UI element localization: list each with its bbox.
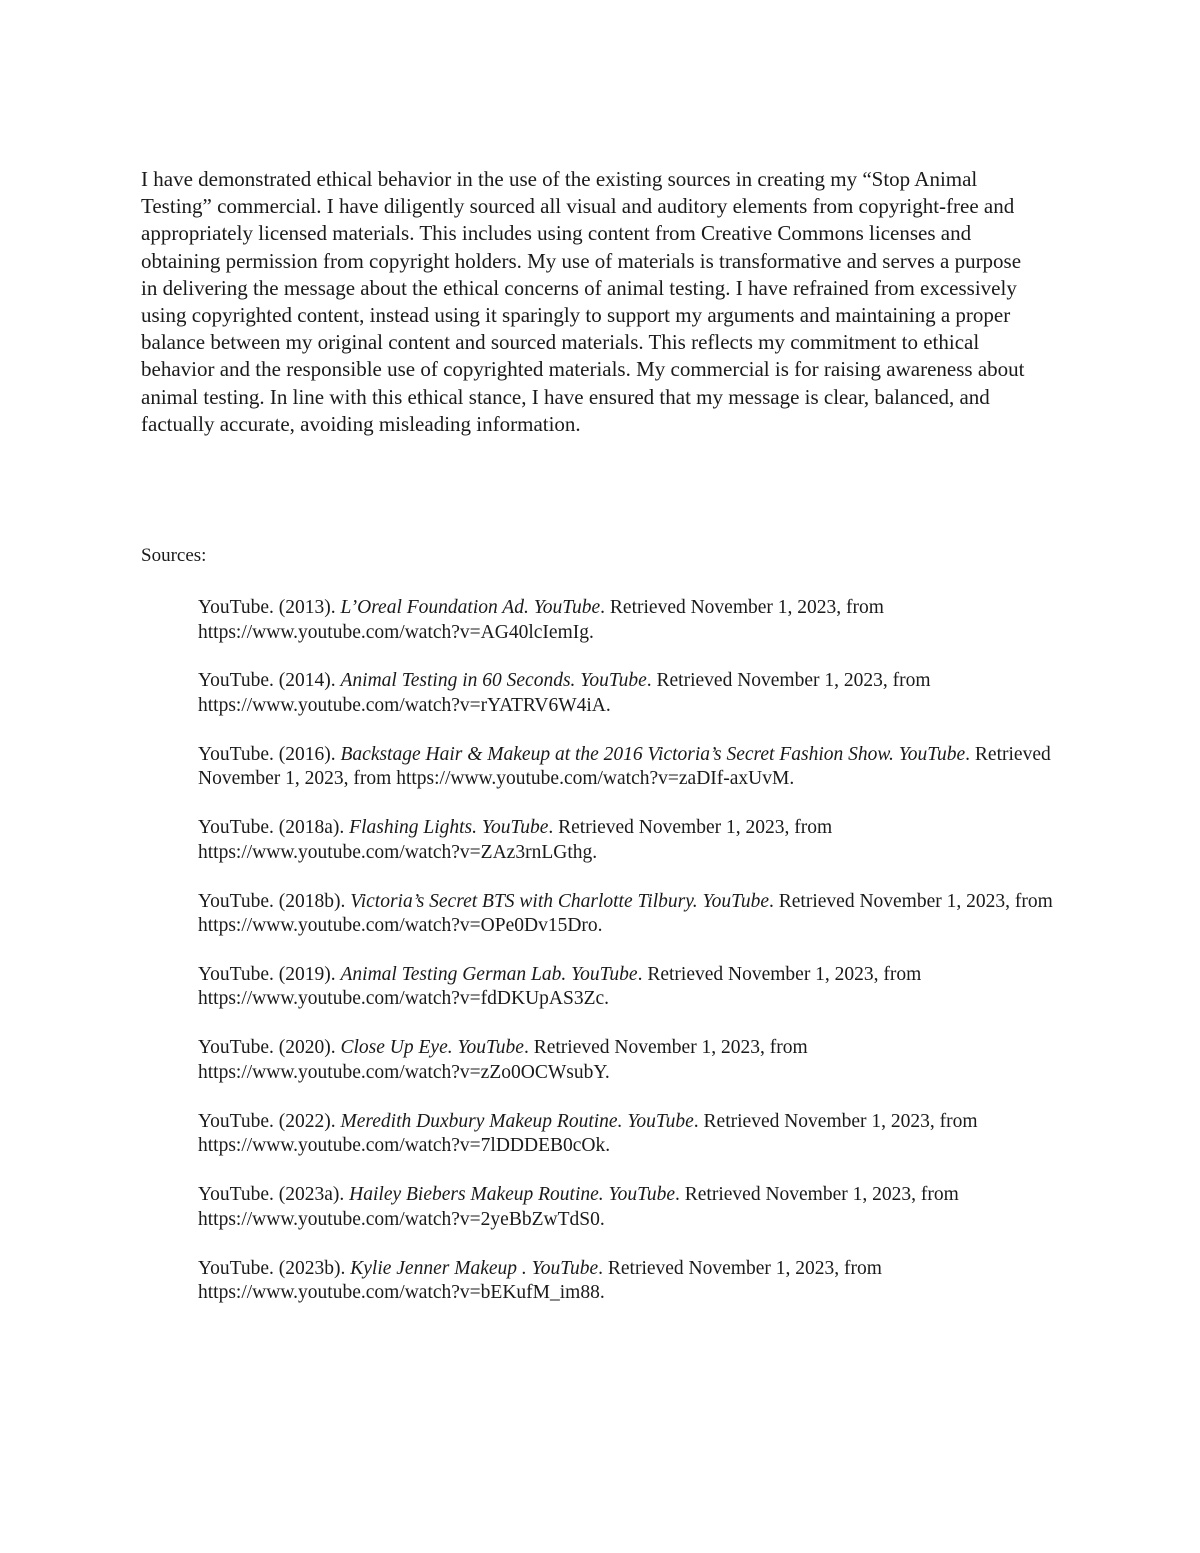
- reference-title: Backstage Hair & Makeup at the 2016 Victoria’s Secret Fashion Show. YouTube: [340, 743, 966, 765]
- reference-item: [198, 596, 1068, 645]
- reference-list: [198, 596, 1068, 1330]
- reference-author-year: YouTube. (2023b).: [198, 1257, 351, 1279]
- reference-retrieved: . Retrieved November 1, 2023, from https://www.youtube.com/watch?v=zaDIf-axUvM.: [198, 743, 1051, 790]
- reference-retrieved: . Retrieved November 1, 2023, from https://www.youtube.com/watch?v=fdDKUpAS3Zc.: [198, 963, 922, 1010]
- reference-title: Animal Testing German Lab. YouTube: [340, 963, 638, 985]
- reference-retrieved: . Retrieved November 1, 2023, from https://www.youtube.com/watch?v=rYATRV6W4iA.: [198, 670, 931, 716]
- reference-item: [198, 743, 1068, 792]
- reference-author-year: YouTube. (2014).: [198, 670, 341, 692]
- reference-item: [198, 1257, 1068, 1306]
- reference-item: [198, 1183, 1068, 1232]
- reference-author-year: YouTube. (2022).: [198, 1110, 341, 1132]
- reference-retrieved: . Retrieved November 1, 2023, from https://www.youtube.com/watch?v=OPe0Dv15Dro.: [198, 890, 1053, 937]
- reference-author-year: YouTube. (2020).: [198, 1037, 341, 1059]
- reference-retrieved: . Retrieved November 1, 2023, from https://www.youtube.com/watch?v=bEKufM_im88.: [198, 1257, 882, 1304]
- reference-title: Animal Testing in 60 Seconds. YouTube: [340, 670, 647, 692]
- reference-title: Victoria’s Secret BTS with Charlotte Tilbury. YouTube: [350, 890, 770, 912]
- reference-author-year: YouTube. (2013).: [198, 597, 341, 618]
- reference-item: [198, 669, 1068, 718]
- sources-heading: Sources:: [141, 545, 207, 566]
- reference-retrieved: . Retrieved November 1, 2023, from https://www.youtube.com/watch?v=7lDDDEB0cOk.: [198, 1110, 978, 1157]
- reference-retrieved: . Retrieved November 1, 2023, from https://www.youtube.com/watch?v=AG40lcIemIg.: [198, 597, 884, 643]
- reference-item: [198, 1110, 1068, 1159]
- reference-author-year: YouTube. (2018b).: [198, 890, 351, 912]
- reference-retrieved: . Retrieved November 1, 2023, from https://www.youtube.com/watch?v=ZAz3rnLGthg.: [198, 817, 833, 863]
- reference-author-year: YouTube. (2016).: [198, 743, 341, 765]
- reference-author-year: YouTube. (2023a).: [198, 1184, 350, 1206]
- reference-retrieved: . Retrieved November 1, 2023, from https://www.youtube.com/watch?v=2yeBbZwTdS0.: [198, 1184, 959, 1230]
- reference-title: Kylie Jenner Makeup . YouTube: [350, 1257, 599, 1279]
- body-paragraph: I have demonstrated ethical behavior in the use of the existing sources in creating my “Stop Animal Testing” commercial. I have diligently sourced all visual and auditory elements from copyright-free and appropriately licensed materials. This includes using content from Creative Commons licenses and obtaining permission from copyright holders. My use of materials is transformative and serves a purpose in delivering the message about the ethical concerns of animal testing. I have refrained from excessively using copyrighted content, instead using it sparingly to support my arguments and maintaining a proper balance between my original content and sourced materials. This reflects my commitment to ethical behavior and the responsible use of copyrighted materials. My commercial is for raising awareness about animal testing. In line with this ethical stance, I have ensured that my message is clear, balanced, and factually accurate, avoiding misleading information.: [141, 167, 1025, 436]
- reference-item: [198, 1036, 1068, 1085]
- reference-retrieved: . Retrieved November 1, 2023, from https://www.youtube.com/watch?v=zZo0OCWsubY.: [198, 1037, 808, 1083]
- reference-author-year: YouTube. (2018a).: [198, 817, 350, 839]
- reference-title: L’Oreal Foundation Ad. YouTube: [340, 597, 601, 618]
- reference-author-year: YouTube. (2019).: [198, 963, 341, 985]
- reference-item: [198, 963, 1068, 1012]
- reference-title: Close Up Eye. YouTube: [340, 1037, 524, 1059]
- reference-item: [198, 890, 1068, 939]
- reference-title: Flashing Lights. YouTube: [349, 817, 549, 839]
- reference-title: Hailey Biebers Makeup Routine. YouTube: [349, 1184, 676, 1206]
- reference-title: Meredith Duxbury Makeup Routine. YouTube: [340, 1110, 694, 1132]
- reference-item: [198, 816, 1068, 865]
